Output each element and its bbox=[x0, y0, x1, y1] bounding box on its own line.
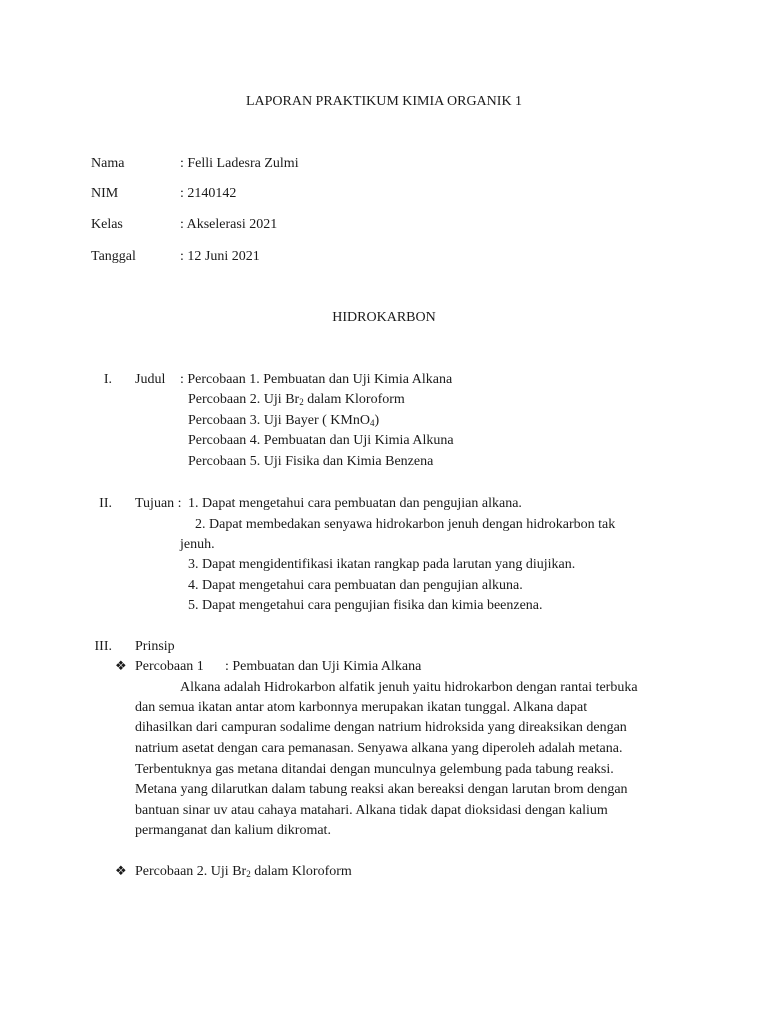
exp1-paragraph-line-8: permanganat dan kalium dikromat. bbox=[135, 823, 331, 838]
tujuan-numeral: II. bbox=[99, 496, 112, 511]
judul-item-4: Percobaan 4. Pembuatan dan Uji Kimia Alkuna bbox=[188, 433, 454, 448]
class-label: Kelas bbox=[91, 217, 123, 232]
diamond-bullet-icon: ❖ bbox=[115, 659, 127, 674]
exp2-heading: Percobaan 2. Uji $Br_2$ dalam Kloroform bbox=[135, 864, 352, 879]
tujuan-item-1: 1. Dapat mengetahui cara pembuatan dan pengujian alkana. bbox=[188, 496, 522, 511]
exp1-paragraph-line-1: Alkana adalah Hidrokarbon alfatik jenuh yaitu hidrokarbon dengan rantai terbuka bbox=[180, 680, 638, 695]
nim-label: NIM bbox=[91, 186, 119, 201]
tujuan-item-3: 3. Dapat mengidentifikasi ikatan rangkap pada larutan yang diujikan. bbox=[188, 557, 576, 572]
tujuan-item-4: 4. Dapat mengetahui cara pembuatan dan pengujian alkuna. bbox=[188, 578, 523, 593]
nim-value: : 2140142 bbox=[180, 186, 237, 201]
diamond-bullet-icon: ❖ bbox=[115, 864, 127, 879]
tujuan-item-5: 5. Dapat mengetahui cara pengujian fisika dan kimia beenzena. bbox=[188, 598, 543, 613]
section-title: HIDROKARBON bbox=[332, 310, 436, 325]
name-label: Nama bbox=[91, 156, 125, 171]
name-value: : Felli Ladesra Zulmi bbox=[180, 156, 299, 171]
tujuan-item-2-cont: jenuh. bbox=[180, 537, 215, 552]
judul-item-5: Percobaan 5. Uji Fisika dan Kimia Benzena bbox=[188, 454, 434, 469]
date-label: Tanggal bbox=[91, 249, 136, 264]
prinsip-label: Prinsip bbox=[135, 639, 175, 654]
exp1-paragraph-line-2: dan semua ikatan antar atom karbonnya merupakan ikatan tunggal. Alkana dapat bbox=[135, 700, 588, 715]
exp1-title: : Pembuatan dan Uji Kimia Alkana bbox=[225, 659, 422, 674]
judul-item-3: Percobaan 3. Uji Bayer ( KMnO$_4$) bbox=[188, 413, 380, 428]
exp1-paragraph-line-5: Terbentuknya gas metana ditandai dengan munculnya gelembung pada tabung reaksi. bbox=[135, 762, 614, 777]
exp1-paragraph-line-6: Metana yang dilarutkan dalam tabung reaksi akan bereaksi dengan larutan brom dengan bbox=[135, 782, 628, 797]
judul-item-1: : Percobaan 1. Pembuatan dan Uji Kimia Alkana bbox=[180, 372, 453, 387]
judul-item-2: Percobaan 2. Uji $Br_2$ dalam Kloroform bbox=[188, 392, 405, 407]
judul-label: Judul bbox=[135, 372, 166, 387]
report-title: LAPORAN PRAKTIKUM KIMIA ORGANIK 1 bbox=[245, 94, 523, 109]
exp1-paragraph-line-4: natrium asetat dengan cara pemanasan. Senyawa alkana yang diperoleh adalah metana. bbox=[135, 741, 623, 756]
prinsip-numeral: III. bbox=[94, 639, 112, 654]
exp1-paragraph-line-3: dihasilkan dari campuran sodalime dengan natrium hidroksida yang direaksikan dengan bbox=[135, 720, 627, 735]
tujuan-item-2: 2. Dapat membedakan senyawa hidrokarbon jenuh dengan hidrokarbon tak bbox=[195, 517, 616, 532]
class-value: : Akselerasi 2021 bbox=[180, 217, 278, 232]
tujuan-label: Tujuan : bbox=[135, 496, 182, 511]
judul-numeral: I. bbox=[103, 372, 112, 387]
date-value: : 12 Juni 2021 bbox=[180, 249, 260, 264]
exp1-label: Percobaan 1 bbox=[135, 659, 204, 674]
exp1-paragraph-line-7: bantuan sinar uv atau cahaya matahari. Alkana tidak dapat dioksidasi dengan kalium bbox=[135, 803, 608, 818]
